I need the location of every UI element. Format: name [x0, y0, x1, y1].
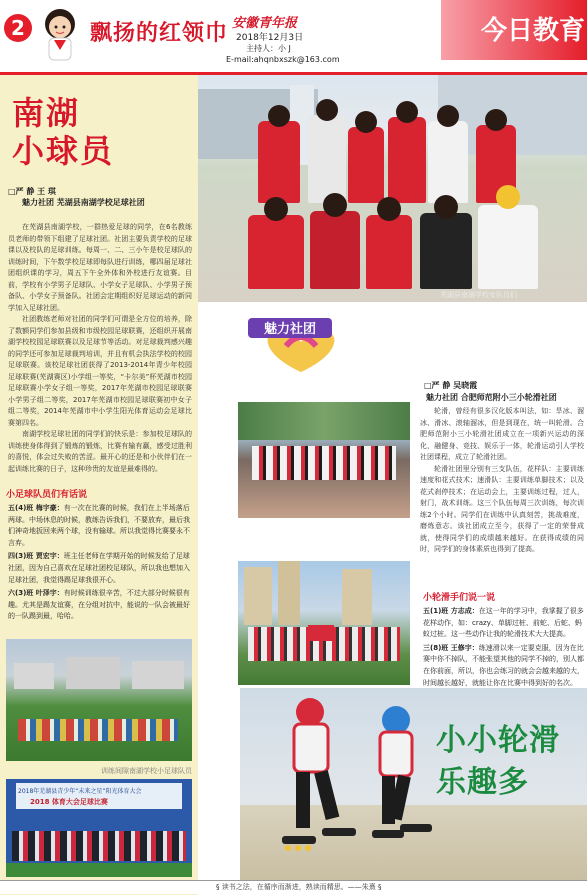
trees-shape: [238, 402, 410, 440]
email-line: E-mail:ahqnbxszk@163.com: [226, 55, 340, 64]
article2-org: 魅力社团 合肥师范附小三小轮滑社团: [426, 393, 557, 402]
article1-paragraph: 南湖学校足球社团的同学们的快乐是：参加校足球队的训练使身体得到了锻炼的锻炼，比赛有输有赢，感受过胜利的喜悦，体会过失败的苦涩。最开心的还是和小伙伴们在一起训练比赛的日子，这种珍贵的友谊是最难得的。: [8, 430, 192, 473]
grass-strip: [6, 863, 192, 877]
player-head: [268, 105, 290, 127]
quote-item: [423, 606, 585, 641]
player-head: [264, 197, 288, 221]
skater-figure: [372, 706, 432, 838]
quote-speaker: 六(3)班 叶泽宇：: [8, 589, 64, 598]
player-figure: [420, 213, 472, 289]
player-figure: [366, 215, 412, 289]
quote-item: [8, 588, 192, 623]
issue-date: 2018年12月3日: [236, 33, 304, 43]
player-figure: [248, 215, 304, 289]
article1-title-line1: 南湖: [12, 94, 81, 132]
footer-quote: § 读书之法，在循序而渐进，熟读而精思。——朱熹 §: [216, 883, 382, 891]
article1-paragraph: 社团教练老师对社团的同学们可谓是全方位的培养，除了数额同学们参加县级和市级校园足球联赛，还组织开展南湖学校校园足球联赛以及足球节等活动。对足球裁判感兴趣的同学还可参加足球裁判培训，并且有机会执法学校的校园足球联赛。该校足球社团获得了2013-2014年青少年校园足球联赛(芜湖赛区)小学组一等奖，“卡尔美”杯芜湖市校园足球联赛小学女子组一等奖，2017年芜湖市校园足球联赛小学男子组二等奖，2017年芜湖市校园足球联赛初中女子组二等奖，2014年芜湖市中小学生阳光体育运动会足球比赛第四名。: [8, 315, 192, 427]
player-figure: [258, 121, 300, 203]
quote-text: 在这一年的学习中，我掌握了很多花样动作，如：crazy、单脚过桩、前蛇、后蛇、蚂蚁过桩。这一些动作让我的轮滑技术大大提高。: [423, 607, 584, 639]
player-head: [316, 99, 338, 121]
player-head: [355, 111, 377, 133]
player-head: [437, 105, 459, 127]
page-number: 2: [4, 14, 32, 42]
quote-text: 班主任老师在学期开始的时候发给了足球社团，因为自己喜欢在足球社团校足球队，所以我也想加入足球社团，我觉得踢足球我很开心。: [8, 552, 190, 584]
quote-item: [8, 503, 192, 549]
quote-speaker: 四(3)班 贾宏宇：: [8, 552, 64, 561]
skating-group-photo: [238, 402, 410, 518]
quote-speaker: 三(8)班 王修宇：: [423, 643, 479, 652]
building-shape: [66, 657, 120, 689]
article2-byline: □严 静 吴晓霞: [424, 381, 478, 390]
quote-text: 有一次在比赛的时候，我们在上半场落后两球。中场休息的时候，教练告诉我们，不要放弃，最后我们神奇地扳回来两个球，没有输球。所以我觉得比赛要永不言弃。: [8, 504, 190, 547]
editor-line: 主持人：小 J: [246, 44, 291, 53]
player-figure: [348, 127, 384, 203]
quote-item: [8, 551, 192, 586]
building-shape: [132, 661, 184, 689]
column-title: 飘扬的红领巾: [90, 21, 229, 46]
article2-body: [420, 406, 584, 582]
article1-byline: □严 静 王 琪: [8, 187, 56, 196]
player-head-hat: [496, 185, 520, 209]
player-figure: [388, 117, 426, 203]
article1-body: [8, 222, 192, 476]
player-head: [434, 195, 458, 219]
girls-team-photo: [198, 75, 587, 302]
article1-title-line2: 小球员: [12, 132, 115, 170]
article2-title-line2: 乐趣多: [436, 765, 529, 800]
team-banner: [308, 625, 334, 641]
building-shape: [14, 663, 54, 689]
building-shape: [342, 569, 372, 625]
quote-text: 练速滑以来一定要克服，因为在比赛中你不掉队，不能张望其他的同学不掉的，别人都在你前面，所以，你也会练习的就会会越来越的大，时间越长越好，就能让你在比赛中得到好的名次。: [423, 643, 584, 687]
quote-speaker: 五(1)班 方志成：: [423, 607, 479, 615]
player-figure: [478, 205, 538, 289]
article2-title: [436, 720, 560, 804]
skaters-line: [252, 446, 396, 480]
players-group: [18, 719, 178, 741]
article1-paragraph: 在芜湖县南湖学校，一群热爱足球的同学，在6名教练员老师的带领下组建了足球社团。社团主要负责学校的足球课以及校队的足球训练。每周一、二、三小午是校足球队的训练时间，下午数学校足球即每队进行训练，哪四届足球社团组织课的学习，周五下午全外体和外校进行友谊赛。目前，学校有小学男子足球队、小学女子足球队、小学男子预备队、小学女子预备队。社团会定期组织好足球运动的新同学加入足球社团。: [8, 223, 192, 312]
article1-title: [12, 94, 114, 170]
player-figure: [308, 115, 346, 203]
player-figure: [310, 211, 360, 289]
club-logo-text: 魅力社团: [263, 322, 317, 337]
player-head: [485, 109, 507, 131]
quote-speaker: 五(4)班 梅宇豪：: [8, 504, 64, 512]
skater-figure: [282, 698, 356, 851]
article2-title-line1: 小小轮滑: [436, 723, 560, 758]
event-banner-line2: 2018 体育大会足球比赛: [30, 798, 108, 806]
newspaper-name: 安徽青年报: [232, 16, 298, 31]
article1-quotes: [8, 503, 192, 627]
player-head: [396, 101, 418, 123]
training-photo: [6, 639, 192, 761]
quote-text: 有时候训练很辛苦，不过大部分时候很有趣。尤其是踢友谊赛，在分组对抗中，能说的一队会被最好的一队踢到最，哈哈。: [8, 589, 190, 621]
player-figure: [428, 121, 468, 203]
article2-paragraph: 轮滑社团里分别有三支队伍，花样队：主要训练速度和花式技术；速滑队：主要训练单脚技术；以及花式刹停技术；在运动会上，主要训练过程，过人，射门，战术训练。这三个队伍每周三次训练，每次训练2个小时。同学们在训练中认真刻苦，挑战难度，磨炼意志。该社团成立至今，获得了一定的荣誉成就，使得同学们的成绩越来越好。在获得成绩的同时，同学们的身体素质也得到了提高。: [420, 464, 584, 553]
photo1-caption: 芜湖县南湖学校女队员们: [440, 291, 517, 299]
player-head: [377, 197, 401, 221]
building-shape: [244, 567, 272, 625]
skaters-figure: [250, 690, 440, 880]
article2-paragraph: 轮滑，曾经有很多汉化版本叫法，如：旱冰、溜冰、滑冰、滚轴溜冰，但是到现在，统一叫轮滑。合肥师范附小三小轮滑社团成立在一项新兴运动的深化，融健身、竞技、娱乐于一体，轮滑运动引人学校社团课程，成立了轮滑社团。: [420, 407, 584, 461]
girl-mascot-icon: [34, 4, 86, 66]
article1-org: 魅力社团 芜湖县南湖学校足球社团: [22, 198, 145, 207]
article1-quotes-title: 小足球队员们有话说: [6, 490, 88, 500]
logo-text: 今日教育: [480, 16, 585, 46]
club-logo-icon: [246, 316, 356, 374]
quote-item: [423, 643, 585, 689]
skating-team-photo: [238, 561, 410, 685]
award-winners-group: [12, 831, 186, 861]
player-head: [323, 193, 347, 217]
article2-quotes-title: 小轮滑手们说一说: [423, 593, 496, 603]
building-shape: [278, 561, 300, 625]
event-banner-line1: 2018年芜湖县青少年“未来之星”阳光体育大会: [18, 788, 142, 795]
photo3-caption: 训练间隙南湖学校小足球队员: [101, 767, 192, 775]
